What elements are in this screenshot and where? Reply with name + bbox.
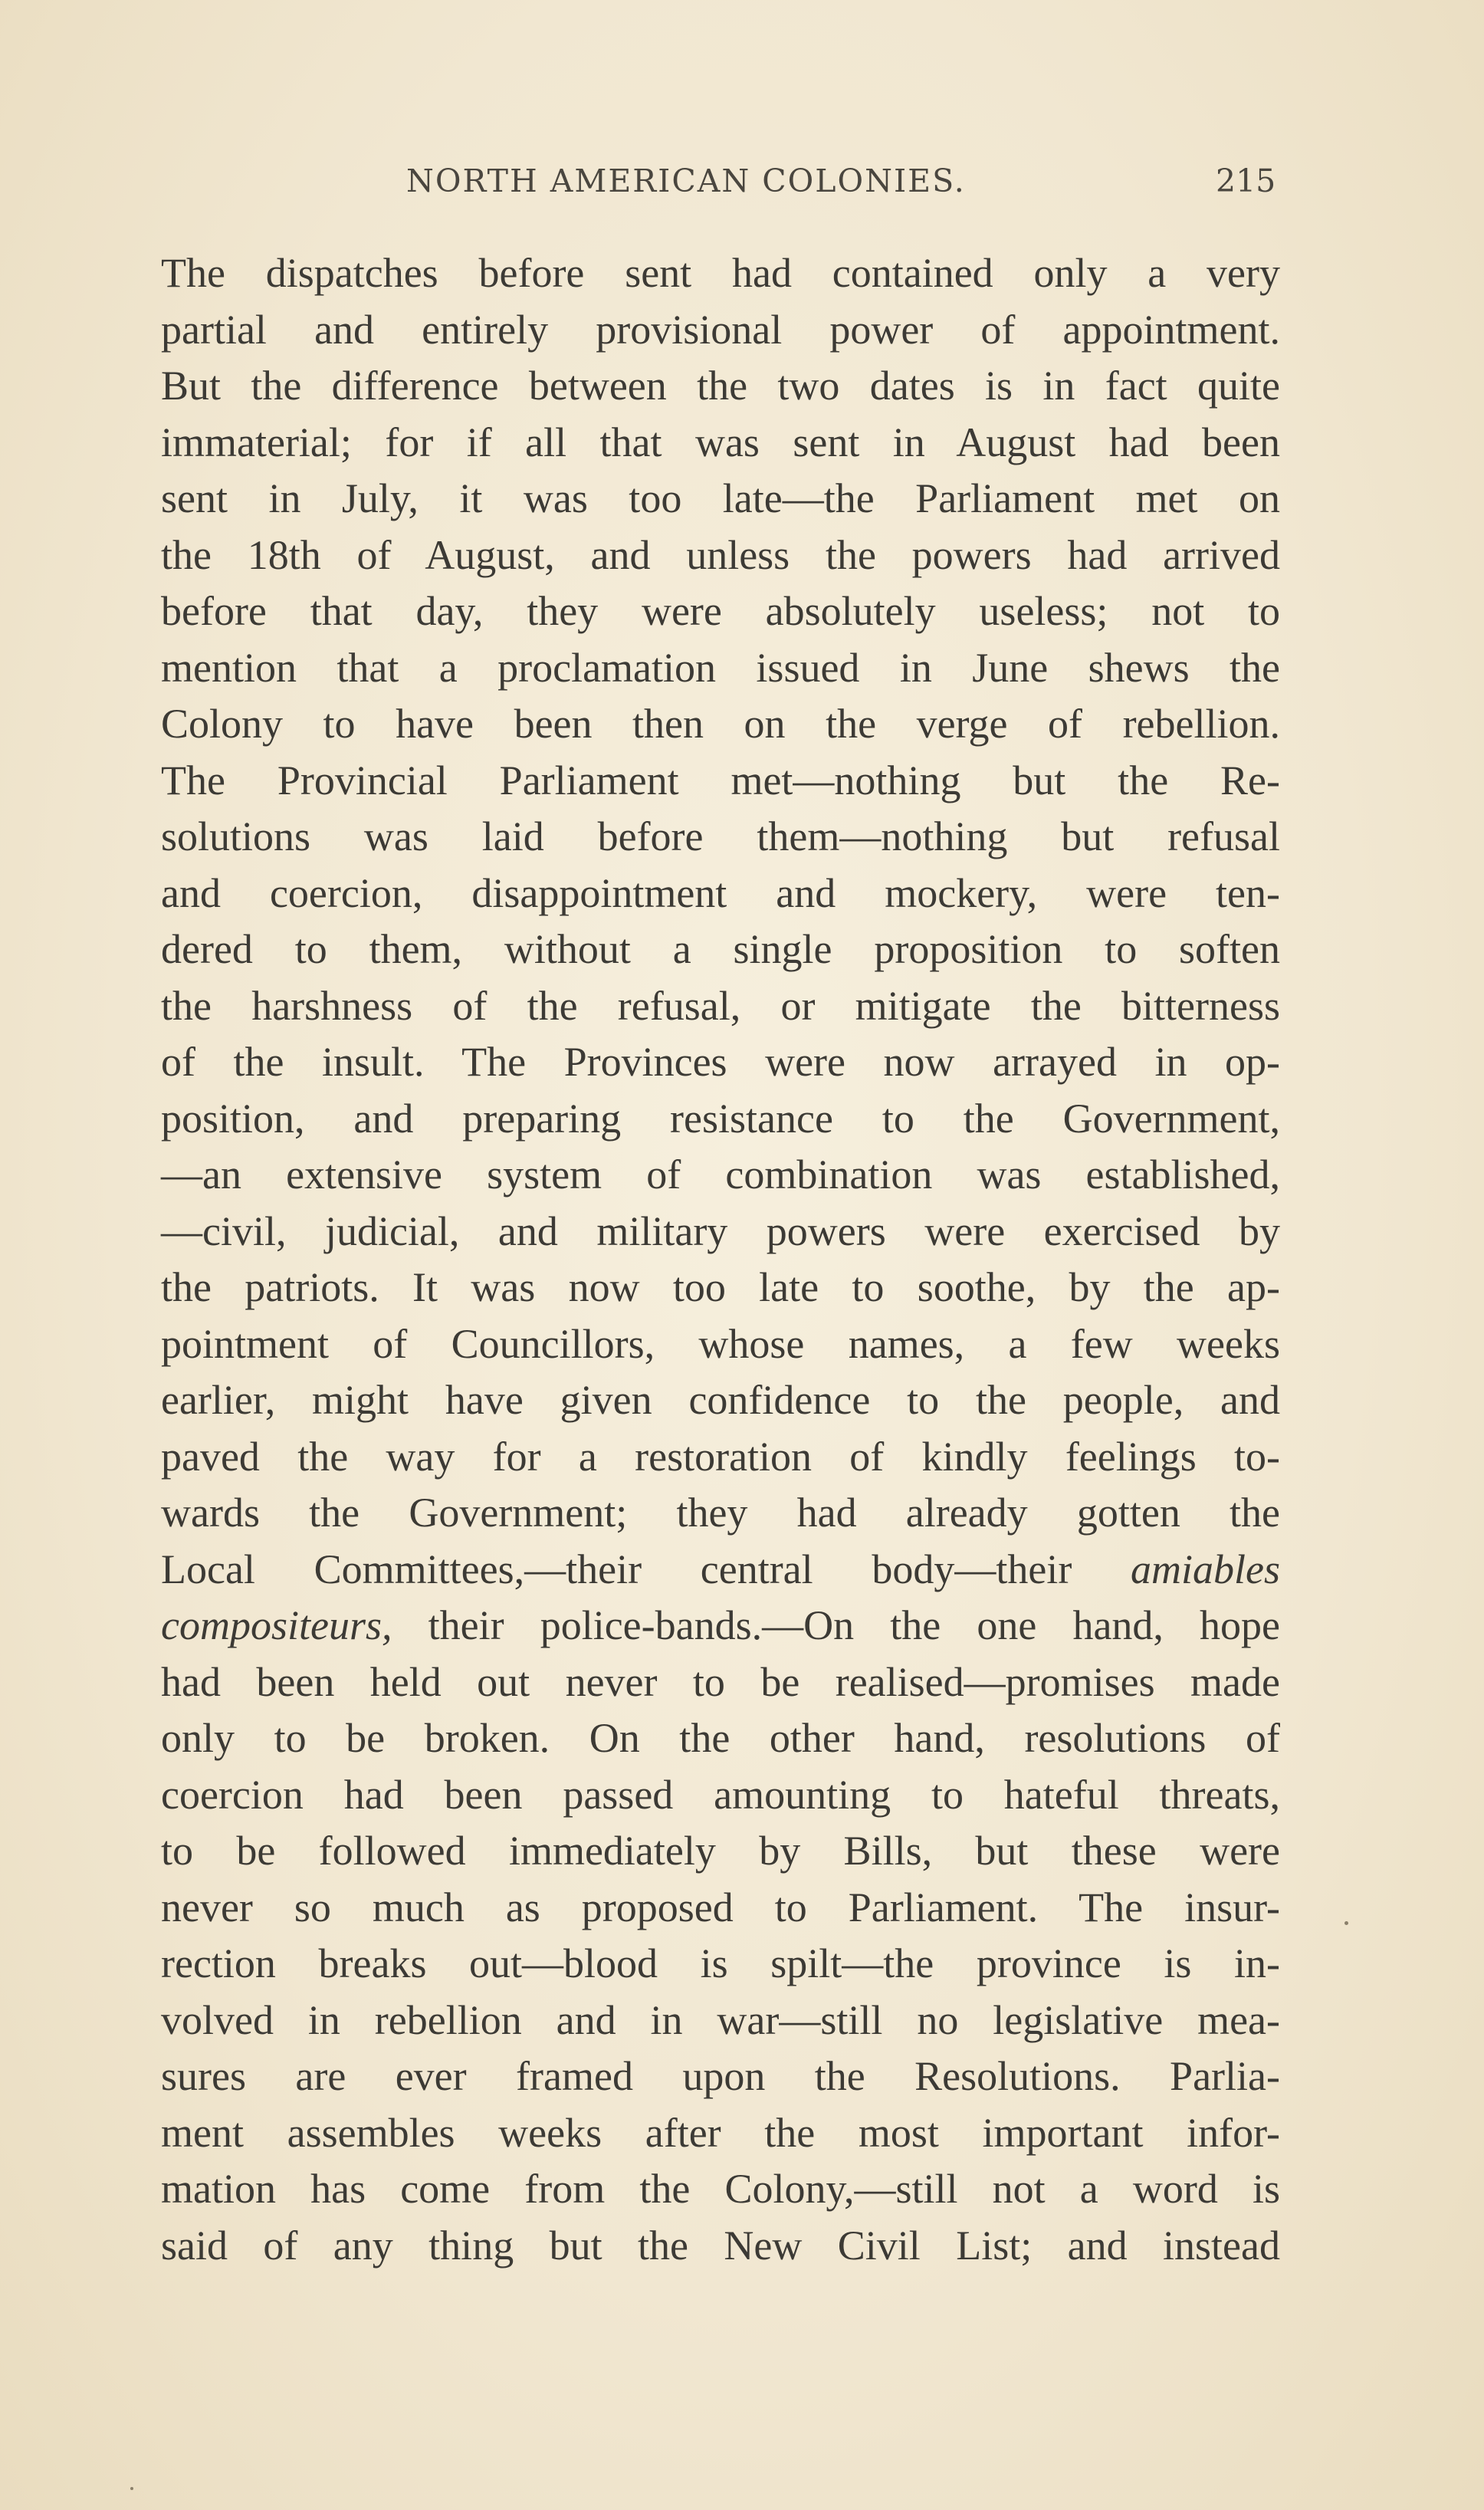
text-line-segment: Local Committees,—their central body—their [161, 1546, 1072, 1592]
text-line: never so much as proposed to Parliament. The insur- [161, 1884, 1280, 1930]
text-line: The Provincial Parliament met—nothing but the Re- [161, 757, 1280, 803]
text-line: dered to them, without a single proposition to soften [161, 926, 1280, 972]
text-line: Colony to have been then on the verge of rebellion. [161, 701, 1280, 747]
text-line: position, and preparing resistance to the Government, [161, 1095, 1280, 1142]
paper-speck [130, 2487, 133, 2490]
italic-word: compositeurs, [161, 1602, 392, 1648]
text-line: and coercion, disappointment and mockery, were ten- [161, 869, 1280, 916]
text-line: only to be broken. On the other hand, resolutions of [161, 1715, 1280, 1761]
text-line: wards the Government; they had already gotten the [161, 1490, 1280, 1536]
text-line: solutions was laid before them—nothing but refusal [161, 813, 1280, 859]
paper-speck [1344, 1921, 1348, 1925]
text-line: The dispatches before sent had contained only a very [161, 250, 1280, 296]
text-line: the 18th of August, and unless the powers had arrived [161, 531, 1280, 578]
running-head [0, 163, 1484, 209]
text-line: had been held out never to be realised—promises made [161, 1658, 1280, 1705]
text-line: mention that a proclamation issued in June shews the [161, 644, 1280, 691]
text-line: But the difference between the two dates is in fact quite [161, 363, 1280, 409]
text-line: rection breaks out—blood is spilt—the province is in- [161, 1940, 1280, 1986]
text-line: the harshness of the refusal, or mitigate the bitterness [161, 982, 1280, 1029]
text-line: partial and entirely provisional power of appointment. [161, 306, 1280, 353]
body-text [161, 245, 1280, 2274]
page-number: 215 [1216, 163, 1276, 199]
text-line: mation has come from the Colony,—still not a word is [161, 2166, 1280, 2212]
text-line: sures are ever framed upon the Resolutions. Parlia- [161, 2053, 1280, 2099]
text-line: of the insult. The Provinces were now arrayed in op- [161, 1039, 1280, 1085]
text-line: ment assembles weeks after the most important infor- [161, 2109, 1280, 2156]
text-line: before that day, they were absolutely useless; not to [161, 588, 1280, 634]
text-line: paved the way for a restoration of kindly feelings to- [161, 1433, 1280, 1480]
running-title: NORTH AMERICAN COLONIES. [406, 163, 966, 199]
text-line: said of any thing but the New Civil List; and instead [161, 2222, 1280, 2269]
text-line: to be followed immediately by Bills, but these were [161, 1828, 1280, 1874]
text-line: —civil, judicial, and military powers were exercised by [161, 1207, 1280, 1254]
text-line-segment: their police-bands.—On the one hand, hope [428, 1602, 1281, 1648]
text-line: pointment of Councillors, whose names, a few weeks [161, 1320, 1280, 1367]
text-line: volved in rebellion and in war—still no legislative mea- [161, 1996, 1280, 2043]
text-line: coercion had been passed amounting to hateful threats, [161, 1771, 1280, 1818]
text-line: sent in July, it was too late—the Parliament met on [161, 475, 1280, 521]
text-line: earlier, might have given confidence to the people, and [161, 1377, 1280, 1423]
text-line: —an extensive system of combination was established, [161, 1152, 1280, 1198]
text-line [161, 1598, 1280, 1654]
text-line: immaterial; for if all that was sent in August had been [161, 419, 1280, 465]
text-line [161, 1542, 1280, 1598]
italic-word: amiables [1131, 1546, 1280, 1592]
text-line: the patriots. It was now too late to soothe, by the ap- [161, 1264, 1280, 1310]
